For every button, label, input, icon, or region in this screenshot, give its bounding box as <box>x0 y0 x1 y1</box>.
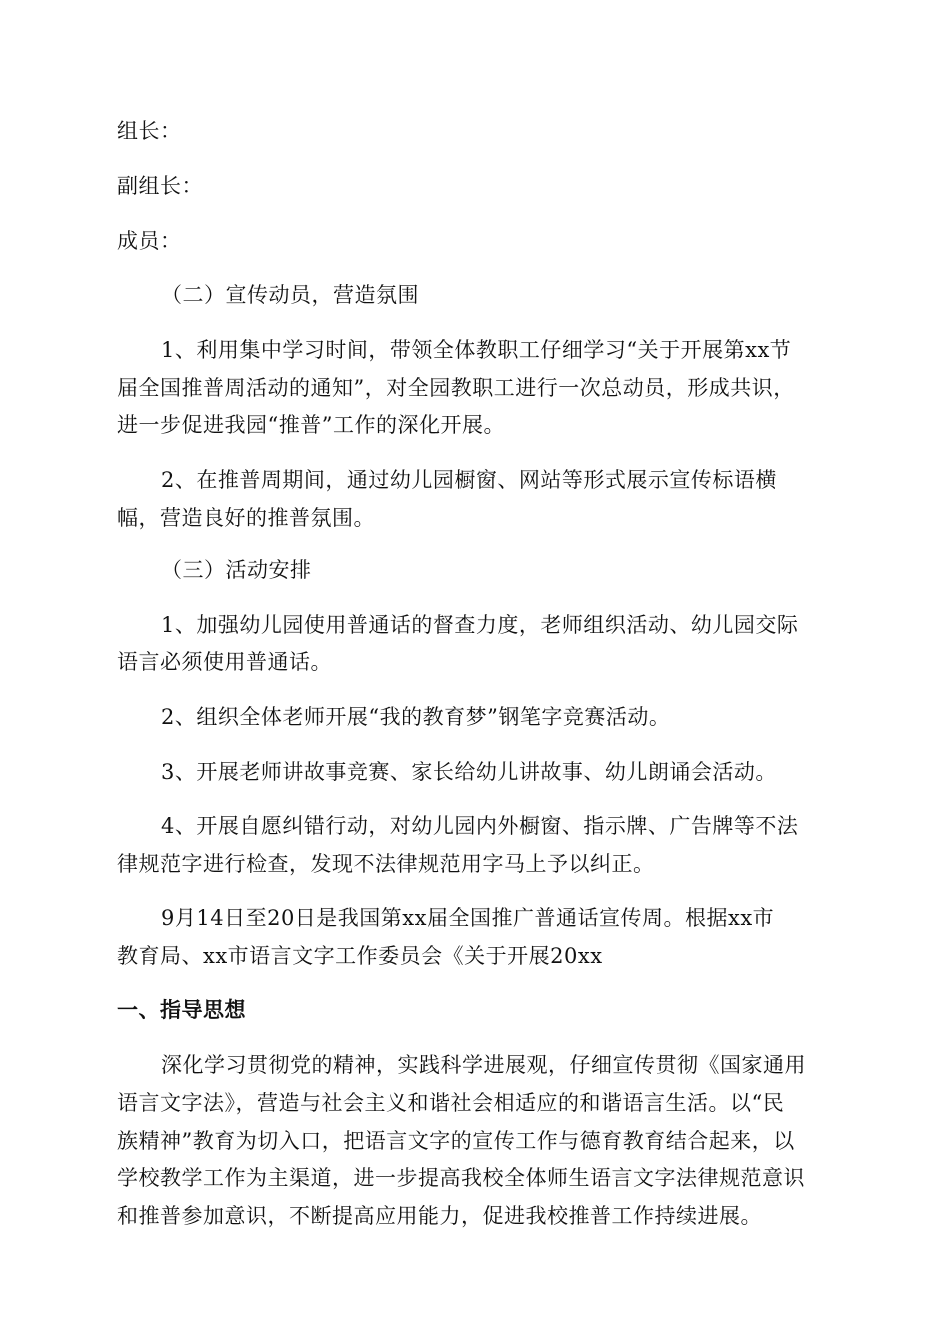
paragraph-line: 语言必须使用普通话。 <box>117 650 332 674</box>
section-heading-activities: （三）活动安排 <box>161 558 312 582</box>
paragraph-line: 1、利用集中学习时间，带领全体教职工仔细学习“关于开展第xx节 <box>161 338 792 362</box>
paragraph-line: 3、开展老师讲故事竞赛、家长给幼儿讲故事、幼儿朗诵会活动。 <box>161 760 777 784</box>
paragraph-line: 4、开展自愿纠错行动，对幼儿园内外橱窗、指示牌、广告牌等不法 <box>161 814 799 838</box>
members-label: 成员： <box>117 229 182 253</box>
paragraph-line: 1、加强幼儿园使用普通话的督查力度，老师组织活动、幼儿园交际 <box>161 613 799 637</box>
team-leader-label: 组长： <box>117 119 182 143</box>
paragraph-line: 学校教学工作为主渠道，进一步提高我校全体师生语言文字法律规范意识 <box>117 1166 805 1190</box>
paragraph-line: 2、在推普周期间，通过幼儿园橱窗、网站等形式展示宣传标语横 <box>161 468 777 492</box>
paragraph-line: 深化学习贯彻党的精神，实践科学进展观，仔细宣传贯彻《国家通用 <box>161 1053 806 1077</box>
paragraph-line: 律规范字进行检查，发现不法律规范用字马上予以纠正。 <box>117 852 655 876</box>
paragraph-line: 和推普参加意识，不断提高应用能力，促进我校推普工作持续进展。 <box>117 1204 762 1228</box>
section-heading-publicity: （二）宣传动员，营造氛围 <box>161 283 419 307</box>
paragraph-line: 进一步促进我园“推普”工作的深化开展。 <box>117 413 505 437</box>
paragraph-line: 9月14日至20日是我国第xx届全国推广普通话宣传周。根据xx市 <box>161 906 775 930</box>
deputy-leader-label: 副组长： <box>117 174 203 198</box>
paragraph-line: 幅，营造良好的推普氛围。 <box>117 506 375 530</box>
paragraph-line: 族精神”教育为切入口，把语言文字的宣传工作与德育教育结合起来，以 <box>117 1129 795 1153</box>
paragraph-line: 2、组织全体老师开展“我的教育梦”钢笔字竞赛活动。 <box>161 705 671 729</box>
paragraph-line: 语言文字法》，营造与社会主义和谐社会相适应的和谐语言生活。以“民 <box>117 1091 785 1115</box>
section-heading-guiding-ideology: 一、指导思想 <box>117 997 246 1022</box>
paragraph-line: 届全国推普周活动的通知”，对全园教职工进行一次总动员，形成共识， <box>117 376 795 400</box>
paragraph-line: 教育局、xx市语言文字工作委员会《关于开展20xx <box>117 944 603 968</box>
